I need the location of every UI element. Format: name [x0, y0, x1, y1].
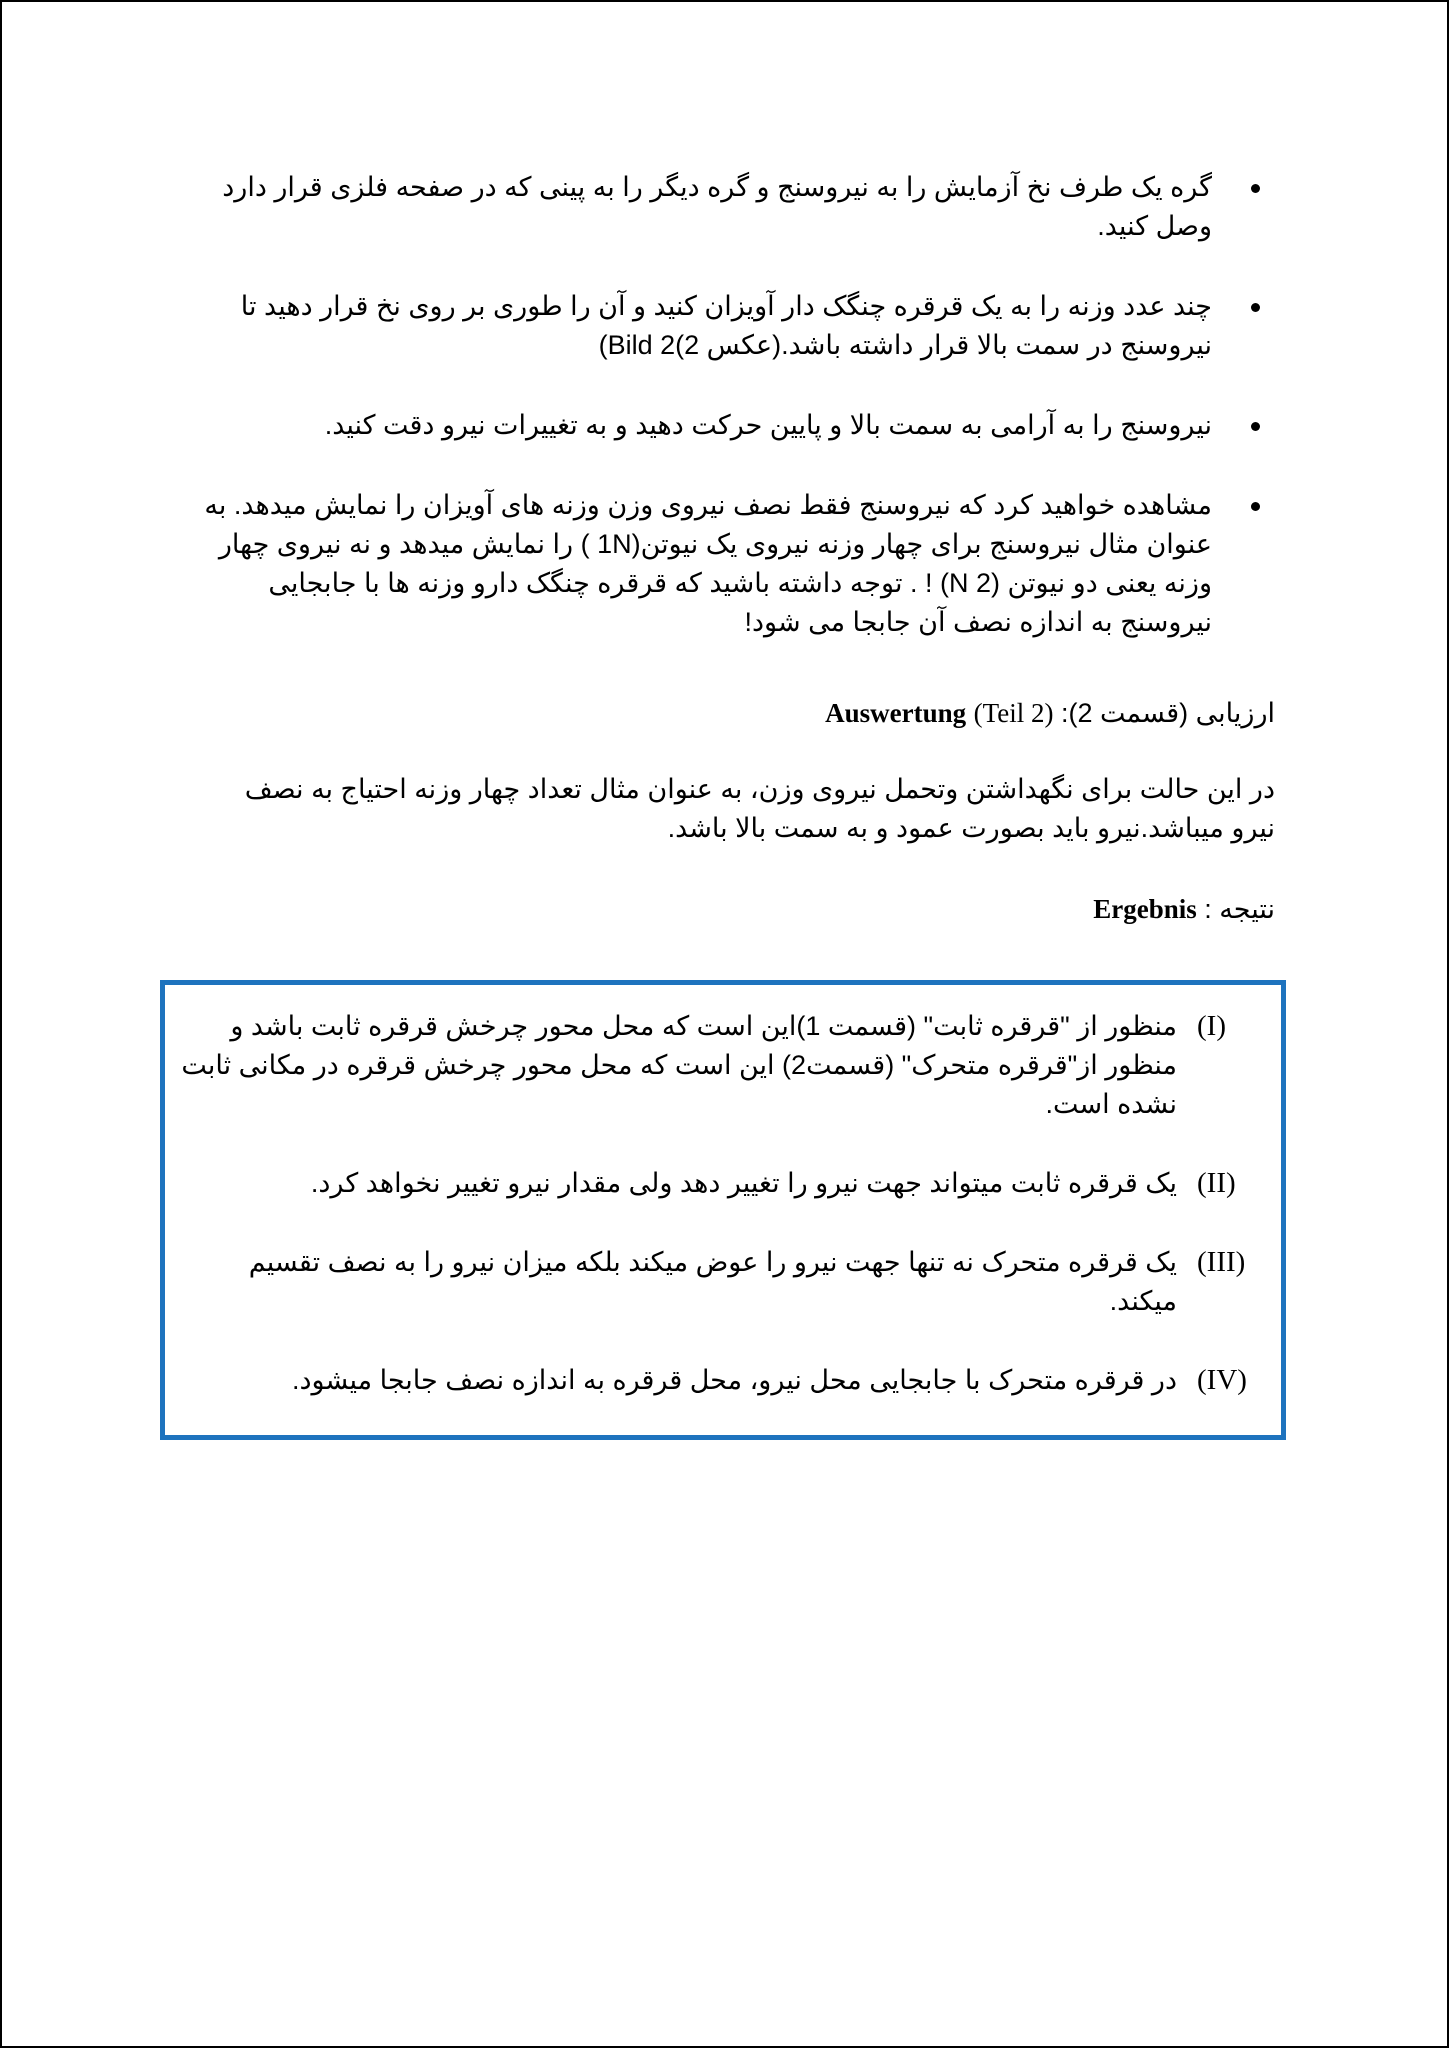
bullet-icon — [1251, 184, 1260, 193]
list-item — [170, 168, 1260, 246]
result-number: (I) — [1197, 1010, 1226, 1042]
list-item — [170, 406, 1260, 445]
evaluation-paragraph: در این حالت برای نگهداشتن وتحمل نیروی وزن، به عنوان مثال تعداد چهار وزنه احتیاج به نصف نیرو میباشد.نیرو باید بصورت عمود و به سمت بالا باشد. — [244, 774, 1275, 843]
result-text: یک قرقره ثابت میتواند جهت نیرو را تغییر دهد ولی مقدار نیرو تغییر نخواهد کرد. — [310, 1168, 1177, 1198]
list-item — [170, 287, 1260, 365]
list-item — [179, 1164, 1267, 1203]
result-number: (IV) — [1197, 1364, 1247, 1396]
result-text: در قرقره متحرک با جابجایی محل نیرو، محل قرقره به اندازه نصف جابجا میشود. — [291, 1365, 1177, 1395]
bullet-icon — [1251, 422, 1260, 431]
result-heading-fa: نتیجه : — [1204, 894, 1275, 924]
instruction-text: مشاهده خواهید کرد که نیروسنج فقط نصف نیروی وزن وزنه های آویزان را نمایش میدهد. به عنوان مثال نیروسنج برای چهار وزنه نیروی یک نیوتن(1N ) را نمایش میدهد و نه نیروی چهار وزنه یعنی دو نیوتن (2 N) ! . توجه داشته باشید که قرقره چنگک دارو وزنه ها با جابجایی نیروسنج به اندازه نصف آن جابجا می شود! — [204, 490, 1212, 637]
list-item — [179, 1007, 1267, 1124]
result-number: (II) — [1197, 1167, 1236, 1199]
result-heading-de: Ergebnis — [1093, 894, 1197, 924]
evaluation-heading-de-bold: Auswertung — [825, 698, 967, 728]
result-heading — [1093, 889, 1275, 929]
evaluation-heading-de: (Teil 2) — [973, 698, 1054, 728]
list-item — [179, 1361, 1267, 1400]
evaluation-heading-fa: ارزیابی (قسمت 2): — [1061, 698, 1275, 728]
instruction-text: چند عدد وزنه را به یک قرقره چنگک دار آویزان کنید و آن را طوری بر روی نخ قرار دهید تا نیروسنج در سمت بالا قرار داشته باشد.(عکس 2)Bild 2) — [240, 291, 1212, 360]
result-text: یک قرقره متحرک نه تنها جهت نیرو را عوض میکند بلکه میزان نیرو را به نصف تقسیم میکند. — [248, 1247, 1177, 1316]
bullet-icon — [1251, 303, 1260, 312]
result-number: (III) — [1197, 1246, 1246, 1278]
evaluation-heading — [825, 693, 1275, 733]
bullet-icon — [1251, 502, 1260, 511]
result-list — [179, 1007, 1267, 1440]
instruction-list — [170, 168, 1260, 683]
instruction-text: گره یک طرف نخ آزمایش را به نیروسنج و گره دیگر را به پینی که در صفحه فلزی قرار دارد وصل کنید. — [222, 172, 1212, 241]
list-item — [170, 486, 1260, 642]
list-item — [179, 1243, 1267, 1321]
instruction-text: نیروسنج را به آرامی به سمت بالا و پایین حرکت دهید و به تغییرات نیرو دقت کنید. — [324, 410, 1212, 440]
result-text: منظور از "قرقره ثابت" (قسمت 1)این است که محل محور چرخش قرقره ثابت باشد و منظور از"قرقره متحرک" (قسمت2) این است که محل محور چرخش قرقره در مکانی ثابت نشده است. — [181, 1011, 1177, 1119]
result-box — [160, 980, 1286, 1440]
